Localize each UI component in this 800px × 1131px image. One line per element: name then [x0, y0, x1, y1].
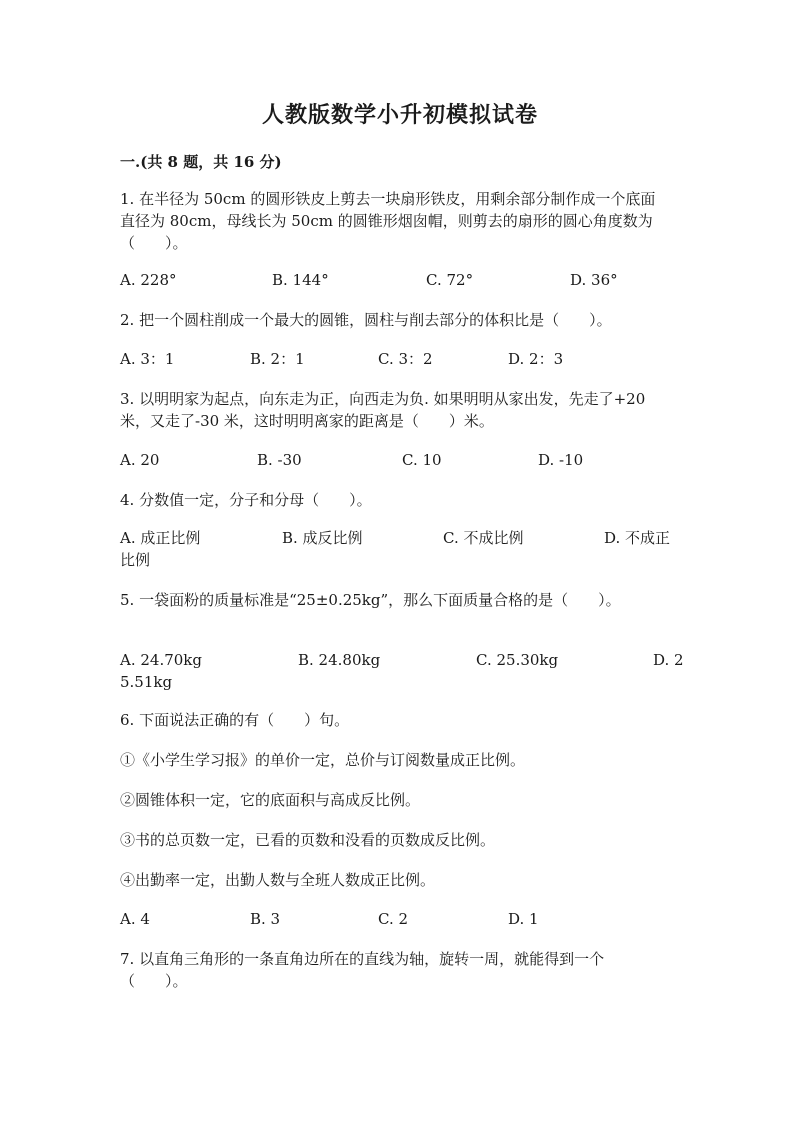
- option-d: D. 2: [653, 651, 684, 669]
- statement-4: ④出勤率一定，出勤人数与全班人数成正比例。: [120, 871, 436, 889]
- question-stem-line: 2. 把一个圆柱削成一个最大的圆锥，圆柱与削去部分的体积比是（ ）。: [120, 311, 612, 329]
- option-a: A. 3：1: [120, 350, 175, 368]
- section-heading: 一.(共 8 题，共 16 分): [120, 153, 282, 171]
- option-d-wrap: 比例: [120, 551, 151, 569]
- option-d: D. 1: [508, 910, 539, 928]
- option-d: D. 36°: [570, 271, 618, 289]
- option-c: C. 25.30kg: [476, 651, 559, 669]
- question-stem-line: （ ）。: [120, 972, 188, 990]
- option-a: A. 228°: [120, 271, 177, 289]
- question-stem-line: 直径为 80cm，母线长为 50cm 的圆锥形烟囱帽，则剪去的扇形的圆心角度数为: [120, 212, 653, 230]
- option-a: A. 24.70kg: [120, 651, 203, 669]
- option-c: C. 不成比例: [443, 529, 524, 547]
- statement-3: ③书的总页数一定，已看的页数和没看的页数成反比例。: [120, 831, 496, 849]
- option-a: A. 20: [120, 451, 160, 469]
- question-stem-line: 1. 在半径为 50cm 的圆形铁皮上剪去一块扇形铁皮，用剩余部分制作成一个底面: [120, 190, 656, 208]
- question-stem-line: 5. 一袋面粉的质量标准是“25±0.25kg”，那么下面质量合格的是（ ）。: [120, 591, 621, 609]
- option-b: B. 成反比例: [282, 529, 363, 547]
- option-d-wrap: 5.51kg: [120, 673, 173, 691]
- option-b: B. -30: [257, 451, 302, 469]
- option-b: B. 2：1: [250, 350, 305, 368]
- option-c: C. 2: [378, 910, 409, 928]
- statement-1: ①《小学生学习报》的单价一定，总价与订阅数量成正比例。: [120, 751, 526, 769]
- option-a: A. 4: [120, 910, 150, 928]
- question-stem-line: 米，又走了-30 米，这时明明离家的距离是（ ）米。: [120, 412, 494, 430]
- option-c: C. 10: [402, 451, 442, 469]
- option-c: C. 72°: [426, 271, 474, 289]
- option-d: D. -10: [538, 451, 584, 469]
- question-stem-line: 3. 以明明家为起点，向东走为正，向西走为负. 如果明明从家出发，先走了+20: [120, 390, 646, 408]
- question-stem-line: （ ）。: [120, 234, 188, 252]
- option-c: C. 3：2: [378, 350, 433, 368]
- option-d: D. 不成正: [604, 529, 671, 547]
- option-a: A. 成正比例: [120, 529, 201, 547]
- question-stem-line: 7. 以直角三角形的一条直角边所在的直线为轴，旋转一周，就能得到一个: [120, 950, 605, 968]
- statement-2: ②圆锥体积一定，它的底面积与高成反比例。: [120, 791, 421, 809]
- option-b: B. 24.80kg: [298, 651, 381, 669]
- question-stem-line: 4. 分数值一定，分子和分母（ ）。: [120, 491, 372, 509]
- option-b: B. 3: [250, 910, 281, 928]
- page-title: 人教版数学小升初模拟试卷: [261, 102, 538, 128]
- option-b: B. 144°: [272, 271, 329, 289]
- question-stem-line: 6. 下面说法正确的有（ ）句。: [120, 711, 350, 729]
- option-d: D. 2：3: [508, 350, 564, 368]
